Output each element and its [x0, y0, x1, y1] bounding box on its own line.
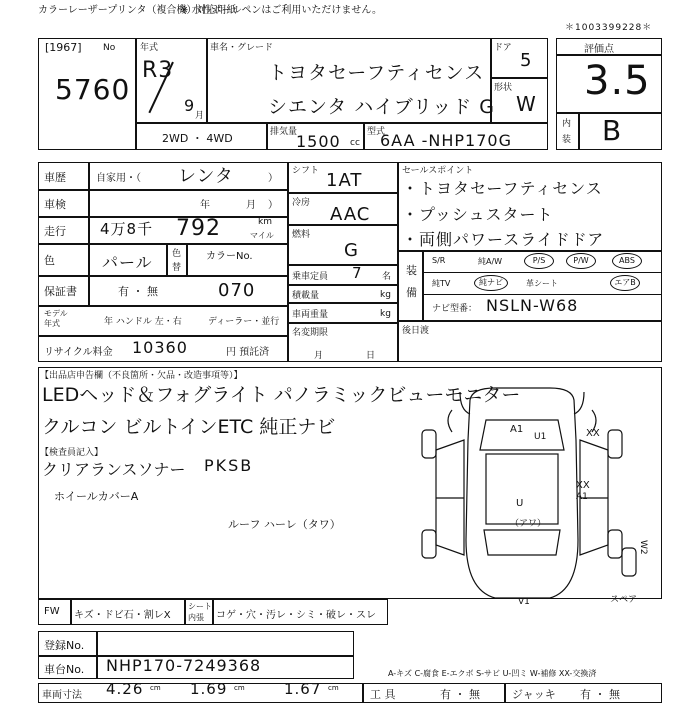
damage-xx-front: XX: [586, 428, 600, 439]
sales-point-1: ・トヨタセーフティセンス: [402, 179, 603, 198]
capacity-value: 7: [352, 264, 363, 282]
damage-legend: A-キズ C-腐食 E-エクボ S-サビ U-凹ミ W-補修 XX-交換済: [388, 669, 597, 678]
pen-note: ※ 水性ボールペンはご利用いただけません。: [180, 5, 382, 16]
tools-label: 工 具: [370, 688, 396, 701]
serial-number: ＊1003399228＊: [565, 23, 653, 33]
seat-label-2: 内張: [188, 613, 204, 622]
inspector-notes-line-3: ホイールカバーA: [54, 490, 139, 503]
door-value: 5: [520, 50, 533, 71]
car-name: トヨタセーフティセンス: [268, 62, 485, 84]
fw-label: FW: [44, 606, 60, 617]
name-label: 車名・グレード: [210, 43, 274, 53]
equipment-label-2: 備: [406, 286, 417, 299]
equip-sr: S/R: [432, 256, 446, 265]
navi-label: ナビ型番：: [432, 304, 478, 314]
registration-label: 登録No.: [44, 639, 85, 652]
month-label: 月: [195, 111, 205, 121]
damage-v1-rear: V1: [518, 597, 530, 607]
mileage-value-2: 792: [176, 216, 221, 241]
fuel-label: 燃料: [292, 230, 311, 240]
equipment-label-1: 装: [406, 264, 417, 277]
interior-label-1: 内: [562, 119, 572, 129]
handle-side: 年 ハンドル 左・右: [104, 317, 182, 327]
damage-w2: W2: [638, 540, 648, 555]
dealer-type: ディーラー・並行: [208, 317, 280, 327]
name-change-day: 日: [366, 351, 376, 361]
fuel-value: G: [344, 240, 359, 261]
capacity-label: 乗車定員: [292, 272, 329, 282]
jack-label: ジャッキ: [512, 688, 556, 701]
displacement-value: 1500: [296, 132, 341, 151]
equip-airbag: エアB: [610, 275, 640, 291]
history-options: 自家用・（: [96, 173, 141, 184]
model-year-label-2: 年式: [44, 319, 60, 328]
equip-abs: ABS: [612, 253, 642, 269]
month-value: 9: [184, 96, 196, 115]
year-label: 年式: [140, 43, 159, 53]
damage-u1-front: U1: [534, 432, 547, 442]
sales-point-3: ・両側パワースライドドア: [402, 230, 605, 249]
dimension-height-unit: cm: [328, 684, 339, 692]
model-year-label-1: モデル: [44, 309, 68, 318]
equip-ps: P/S: [524, 253, 554, 269]
shape-value: W: [516, 92, 537, 116]
dimension-width-unit: cm: [234, 684, 245, 692]
weight-unit: kg: [380, 309, 391, 319]
equip-navi: 純ナビ: [474, 275, 508, 291]
chassis-value: NHP170-7249368: [106, 656, 262, 675]
seat-label-1: シート: [188, 602, 212, 611]
model-value: 6AA -NHP170G: [380, 131, 512, 150]
lot-label: No: [103, 43, 116, 53]
car-grade: シエンタ ハイブリッド G: [268, 96, 495, 118]
mileage-km: km: [258, 217, 272, 227]
weight-label: 車両重量: [292, 310, 329, 320]
interior-label-2: 装: [562, 135, 572, 145]
details-table: [38, 162, 288, 362]
color-change-2: 替: [172, 263, 182, 273]
inspector-notes-line-4: ルーフ ハーレ（タワ）: [228, 518, 341, 531]
damage-u-roof-sub: （アワ）: [510, 519, 547, 529]
dimension-length: 4.26: [106, 680, 144, 698]
dimension-height: 1.67: [284, 680, 322, 698]
seller-notes-line-2: クルコン ビルトインETC 純正ナビ: [42, 416, 336, 438]
recycle-value: 10360: [132, 338, 188, 357]
lot-box: [38, 38, 136, 150]
aircon-value: AAC: [330, 204, 371, 225]
load-label: 積載量: [292, 291, 320, 301]
cc-unit: cc: [350, 138, 360, 148]
mileage-label: 走行: [44, 225, 66, 238]
inspection-label: 車検: [44, 198, 66, 211]
fw-items: キズ・ドビ石・割レX: [74, 610, 171, 621]
seller-notes-label: 【出品店申告欄（不良箇所・欠品・改造事項等）】: [40, 371, 243, 381]
displacement-label: 排気量: [270, 127, 298, 137]
score-label: 評価点: [584, 44, 614, 55]
capacity-unit: 名: [382, 272, 392, 282]
shape-label: 形状: [494, 83, 513, 93]
inspector-notes-label: 【検査員記入】: [40, 448, 104, 458]
navi-value: NSLN-W68: [486, 296, 579, 315]
lot-number: 5760: [55, 73, 131, 106]
history-label: 車歴: [44, 171, 66, 184]
dimension-length-unit: cm: [150, 684, 161, 692]
mileage-value-1: 4万8千: [100, 220, 154, 238]
dimensions-label: 車両寸法: [42, 690, 82, 701]
spare-label: スペア: [610, 595, 638, 605]
equip-leather: 革シート: [526, 279, 558, 288]
score-value: 3.5: [584, 58, 651, 104]
seller-notes-line-1: LEDヘッド＆フォグライト パノラミックビューモニター: [42, 384, 521, 406]
chassis-label: 車台No.: [44, 663, 85, 676]
damage-xx-side: XX: [576, 480, 590, 491]
equip-pw: P/W: [566, 253, 596, 269]
inspector-notes-line-1: クリアランスソナー: [42, 460, 186, 479]
inspector-notes-line-2: PKSB: [204, 456, 254, 475]
warranty-label: 保証書: [44, 285, 77, 298]
color-change-1: 色: [172, 249, 182, 259]
drive-type: 2WD ・ 4WD: [162, 132, 233, 145]
color-no-value: 070: [218, 280, 256, 301]
tools-options: 有 ・ 無: [440, 688, 480, 701]
damage-u-roof: U: [516, 498, 524, 509]
aircon-label: 冷房: [292, 198, 311, 208]
shift-value: 1AT: [326, 170, 363, 191]
door-label: ドア: [494, 43, 512, 53]
sales-points-label: セールスポイント: [402, 166, 474, 176]
sales-point-2: ・プッシュスタート: [402, 205, 554, 224]
history-close: ）: [268, 173, 278, 184]
lot-box-number: [1967]: [45, 41, 82, 54]
inspection-close: ）: [268, 200, 278, 211]
model-label: 型式: [367, 127, 386, 137]
seat-items: コゲ・穴・汚レ・シミ・破レ・スレ: [216, 610, 376, 621]
equip-alloy: 純A/W: [478, 257, 503, 266]
damage-a1-front: A1: [510, 424, 524, 435]
delivery-label: 後日渡: [402, 326, 430, 336]
recycle-unit: 円 預託済: [226, 347, 270, 358]
year-value: R3: [142, 58, 174, 83]
color-label: 色: [44, 254, 55, 267]
shift-label: シフト: [292, 166, 320, 176]
color-value: パール: [102, 253, 153, 272]
dimension-width: 1.69: [190, 680, 228, 698]
damage-a1-side: A1: [576, 492, 588, 502]
load-unit: kg: [380, 290, 391, 300]
recycle-label: リサイクル料金: [44, 347, 113, 358]
equip-tv: 純TV: [432, 279, 451, 288]
printer-note: カラーレーザープリンタ（複合機）対応用紙: [38, 5, 237, 16]
name-change-month: 月: [314, 351, 324, 361]
warranty-options: 有 ・ 無: [118, 285, 158, 298]
history-value: レンタ: [178, 166, 234, 187]
jack-options: 有 ・ 無: [580, 688, 620, 701]
inspection-year: 年: [200, 200, 210, 211]
car-diagram: [400, 380, 660, 605]
name-change-label: 名変期限: [292, 328, 329, 338]
inspection-month: 月: [246, 200, 256, 211]
interior-value: B: [602, 114, 623, 147]
mileage-mile: マイル: [250, 231, 274, 240]
color-no-label: カラーNo.: [206, 251, 253, 262]
